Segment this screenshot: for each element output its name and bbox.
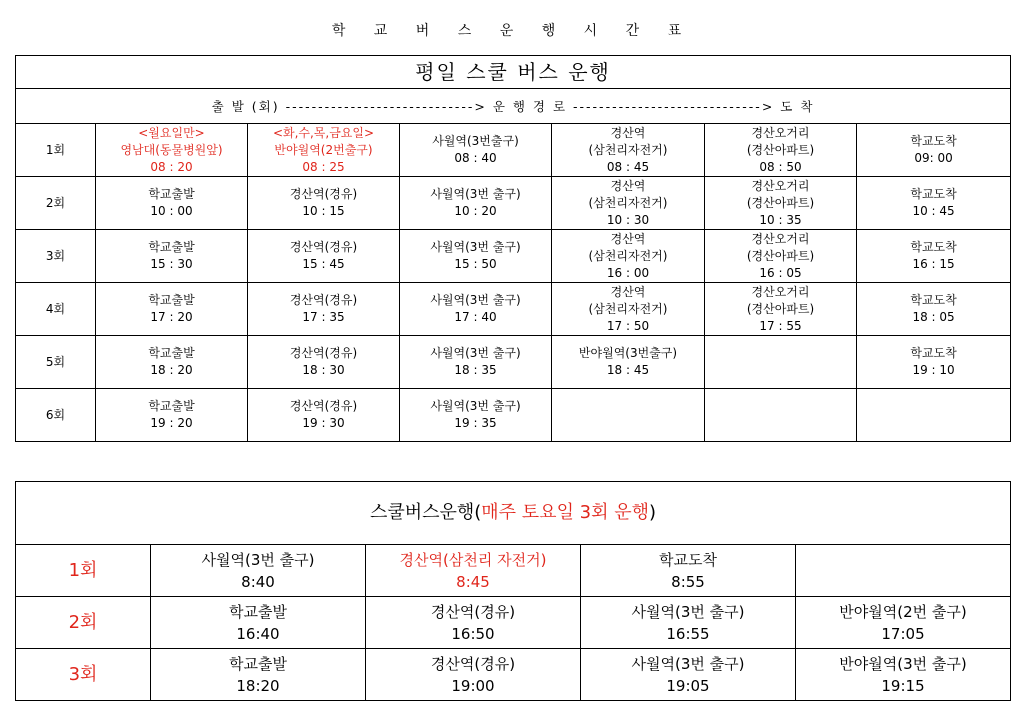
stop-text: 19:00 [451, 676, 495, 695]
stop-cell [151, 649, 366, 701]
stop-text: 경산오거리 [751, 178, 810, 193]
stop-text: 사월역(3번출구) [432, 134, 519, 148]
stop-text: <월요일만> [138, 125, 205, 140]
stop-text: 19:05 [666, 676, 710, 695]
trip-number: 4회 [16, 283, 96, 336]
stop-text: 17 : 50 [606, 318, 650, 333]
stop-text: 08 : 25 [302, 159, 345, 174]
stop-cell [705, 124, 857, 177]
stop-text: 경산오거리 [751, 125, 810, 140]
stop-cell [248, 230, 400, 283]
table-row [16, 177, 1011, 230]
stop-text: 15 : 50 [454, 257, 497, 271]
stop-cell [400, 230, 552, 283]
stop-text: 경산역(경유) [289, 187, 358, 201]
stop-text: 18 : 35 [454, 363, 497, 377]
stop-text: 사월역(3번 출구) [430, 293, 521, 307]
stop-text: 08 : 45 [606, 159, 650, 174]
stop-text: 10 : 15 [302, 204, 345, 218]
stop-cell [705, 283, 857, 336]
stop-text: 16 : 00 [606, 265, 650, 280]
route-header: 출 발 (회) -----------------------------> 운 행 경 로 -----------------------------> 도 착 [16, 89, 1011, 124]
stop-text: 경산역(경유) [289, 293, 358, 307]
stop-cell [151, 545, 366, 597]
stop-text: 15 : 30 [150, 257, 193, 271]
stop-text: 08 : 20 [150, 159, 193, 174]
stop-text: (삼천리자전거) [588, 142, 668, 157]
stop-text: 17:05 [881, 624, 925, 643]
stop-cell [705, 230, 857, 283]
table-row [16, 649, 1011, 701]
stop-text: 19 : 10 [912, 363, 955, 377]
stop-text: 08 : 40 [454, 151, 497, 165]
stop-cell [552, 177, 705, 230]
trip-number: 2회 [16, 177, 96, 230]
stop-cell [248, 124, 400, 177]
stop-cell [96, 336, 248, 389]
stop-cell [248, 283, 400, 336]
stop-text: 09: 00 [914, 151, 953, 165]
stop-text: 사월역(3번 출구) [430, 187, 521, 201]
stop-text: 17 : 35 [302, 310, 345, 324]
stop-text: 16:55 [666, 624, 710, 643]
stop-text: 경산역(경유) [430, 654, 516, 673]
stop-cell [857, 283, 1011, 336]
trip-number: 6회 [16, 389, 96, 442]
stop-text: 16:50 [451, 624, 495, 643]
table-row [16, 545, 1011, 597]
saturday-title-highlight: 매주 토요일 3회 운행 [481, 502, 650, 523]
table-row [16, 336, 1011, 389]
stop-text: 16 : 15 [912, 257, 955, 271]
stop-cell [248, 389, 400, 442]
stop-text: 19 : 35 [454, 416, 497, 430]
saturday-schedule-table [15, 481, 1011, 701]
stop-text: 학교출발 [229, 602, 287, 621]
stop-text: 18:20 [236, 676, 280, 695]
stop-cell [857, 124, 1011, 177]
stop-cell [857, 389, 1011, 442]
stop-cell [796, 545, 1011, 597]
stop-text: 학교출발 [148, 187, 195, 201]
stop-text: 18 : 45 [606, 363, 650, 377]
stop-text: 19 : 30 [302, 416, 345, 430]
stop-text: 사월역(3번 출구) [430, 240, 521, 254]
trip-number: 3회 [16, 649, 151, 701]
stop-cell [796, 649, 1011, 701]
stop-text: 8:55 [671, 572, 705, 591]
stop-cell [796, 597, 1011, 649]
weekday-schedule-table [15, 55, 1011, 442]
saturday-title-prefix: 스쿨버스운행( [369, 502, 482, 523]
stop-text: 반야월역(2번출구) [274, 142, 373, 157]
stop-cell [705, 336, 857, 389]
stop-text: 학교도착 [659, 550, 717, 569]
stop-text: 학교도착 [910, 240, 957, 254]
stop-cell [705, 389, 857, 442]
stop-text: 학교도착 [910, 293, 957, 307]
stop-text: (삼천리자전거) [588, 195, 668, 210]
stop-text: 학교출발 [229, 654, 287, 673]
stop-text: (경산아파트) [746, 248, 815, 263]
saturday-title [16, 482, 1011, 545]
stop-text: 10 : 30 [606, 212, 650, 227]
stop-cell [96, 283, 248, 336]
table-row [16, 597, 1011, 649]
stop-text: 학교출발 [148, 346, 195, 360]
stop-text: 경산오거리 [751, 284, 810, 299]
stop-text: 16:40 [236, 624, 280, 643]
stop-text: <화,수,목,금요일> [272, 125, 375, 140]
table-row [16, 230, 1011, 283]
stop-text: 반야월역(3번 출구) [839, 654, 967, 673]
stop-text: 사월역(3번 출구) [201, 550, 315, 569]
stop-text: 경산역(삼천리 자전거) [399, 550, 547, 569]
table-row [16, 389, 1011, 442]
stop-text: 08 : 50 [759, 159, 802, 174]
table-row [16, 283, 1011, 336]
stop-text: (경산아파트) [746, 195, 815, 210]
stop-cell [705, 177, 857, 230]
stop-text: 경산역(경유) [289, 399, 358, 413]
stop-text: 사월역(3번 출구) [631, 602, 745, 621]
stop-text: (경산아파트) [746, 301, 815, 316]
stop-cell [96, 124, 248, 177]
stop-text: 18 : 20 [150, 363, 193, 377]
stop-text: 경산역(경유) [289, 346, 358, 360]
stop-cell [400, 283, 552, 336]
stop-text: 10 : 00 [150, 204, 193, 218]
stop-text: 17 : 20 [150, 310, 193, 324]
stop-cell [581, 649, 796, 701]
stop-cell [581, 597, 796, 649]
stop-text: 경산오거리 [751, 231, 810, 246]
stop-text: 18 : 30 [302, 363, 345, 377]
weekday-title: 평일 스쿨 버스 운행 [16, 56, 1011, 89]
stop-cell [248, 336, 400, 389]
stop-cell [581, 545, 796, 597]
stop-text: 10 : 45 [912, 204, 955, 218]
stop-text: 학교도착 [910, 134, 957, 148]
stop-cell [96, 230, 248, 283]
stop-text: 경산역(경유) [289, 240, 358, 254]
stop-text: 학교출발 [148, 399, 195, 413]
stop-text: 학교도착 [910, 187, 957, 201]
stop-text: 15 : 45 [302, 257, 345, 271]
stop-text: 18 : 05 [912, 310, 955, 324]
stop-cell [400, 124, 552, 177]
stop-text: 19:15 [881, 676, 925, 695]
trip-number: 5회 [16, 336, 96, 389]
stop-text: 경산역 [610, 231, 646, 246]
stop-cell [96, 177, 248, 230]
stop-text: 영남대(동물병원앞) [120, 142, 223, 157]
stop-cell [857, 230, 1011, 283]
trip-number: 1회 [16, 124, 96, 177]
stop-cell [400, 336, 552, 389]
stop-text: 반야월역(2번 출구) [839, 602, 967, 621]
stop-text: 학교도착 [910, 346, 957, 360]
stop-text: 사월역(3번 출구) [430, 399, 521, 413]
stop-cell [552, 389, 705, 442]
stop-text: 8:40 [241, 572, 275, 591]
stop-text: 사월역(3번 출구) [631, 654, 745, 673]
stop-text: (삼천리자전거) [588, 248, 668, 263]
stop-text: 사월역(3번 출구) [430, 346, 521, 360]
stop-cell [857, 336, 1011, 389]
stop-text: (삼천리자전거) [588, 301, 668, 316]
stop-text: 10 : 35 [759, 212, 802, 227]
stop-text: 경산역 [610, 178, 646, 193]
trip-number: 2회 [16, 597, 151, 649]
stop-text: 학교출발 [148, 240, 195, 254]
stop-text: 경산역(경유) [430, 602, 516, 621]
stop-text: 반야월역(3번출구) [578, 346, 678, 360]
stop-cell [400, 389, 552, 442]
stop-text: 경산역 [610, 284, 646, 299]
stop-cell [552, 124, 705, 177]
stop-cell [248, 177, 400, 230]
stop-cell [366, 649, 581, 701]
document-title: 학 교 버 스 운 행 시 간 표 [331, 23, 694, 39]
stop-cell [400, 177, 552, 230]
stop-cell [366, 545, 581, 597]
stop-text: 17 : 40 [454, 310, 497, 324]
stop-text: 16 : 05 [759, 265, 802, 280]
stop-text: 학교출발 [148, 293, 195, 307]
stop-cell [151, 597, 366, 649]
saturday-title-suffix: ) [649, 502, 657, 523]
stop-text: 19 : 20 [150, 416, 193, 430]
stop-text: 경산역 [610, 125, 646, 140]
stop-cell [552, 283, 705, 336]
stop-cell [552, 230, 705, 283]
stop-cell [96, 389, 248, 442]
stop-cell [552, 336, 705, 389]
trip-number: 3회 [16, 230, 96, 283]
trip-number: 1회 [16, 545, 151, 597]
stop-cell [366, 597, 581, 649]
stop-text: (경산아파트) [746, 142, 815, 157]
table-row [16, 124, 1011, 177]
stop-text: 10 : 20 [454, 204, 497, 218]
stop-text: 8:45 [456, 572, 490, 591]
stop-cell [857, 177, 1011, 230]
stop-text: 17 : 55 [759, 318, 802, 333]
